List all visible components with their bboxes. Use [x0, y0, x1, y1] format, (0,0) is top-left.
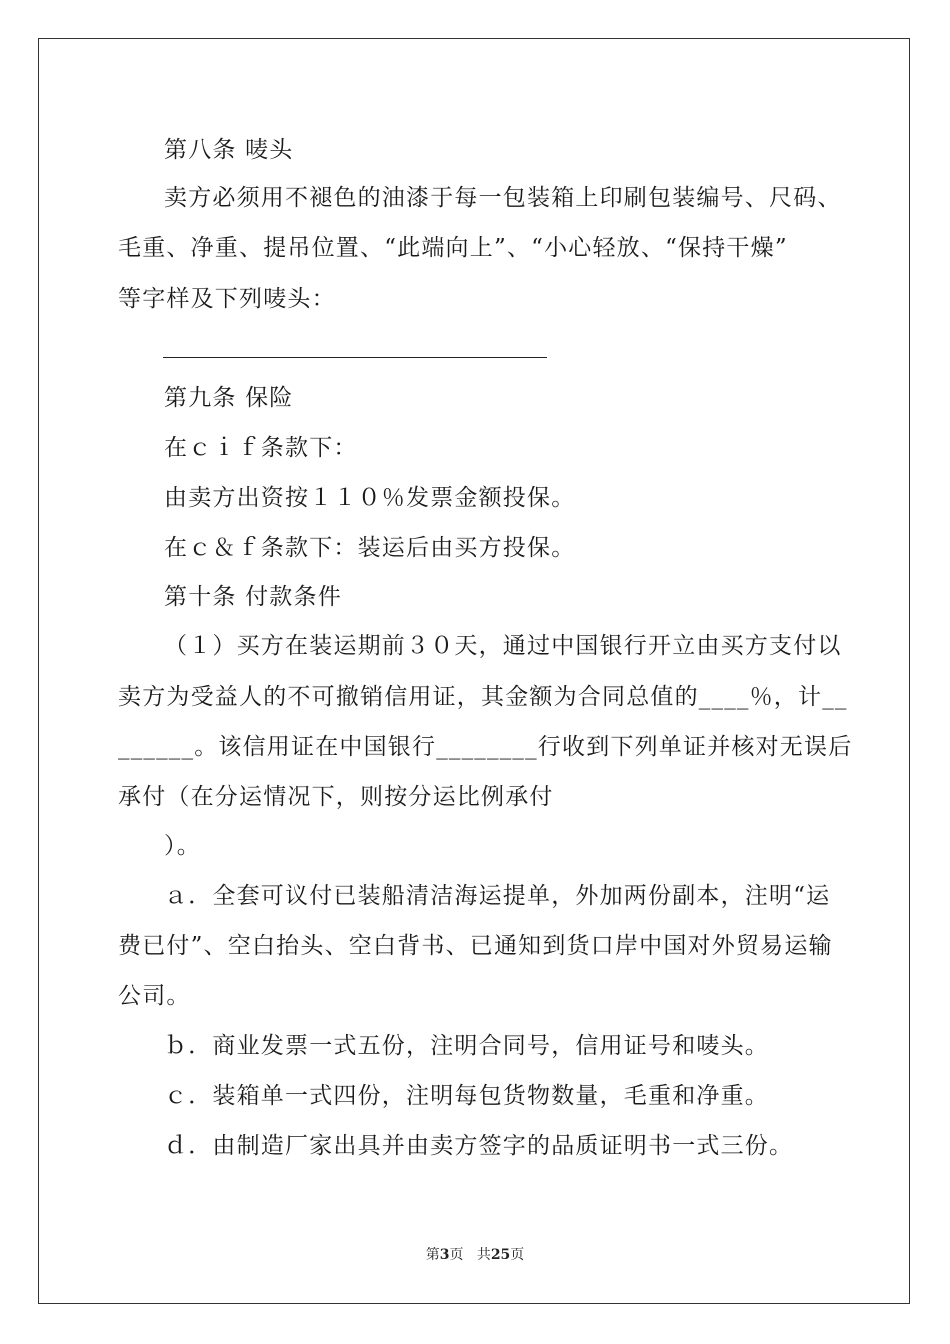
- article-9-heading: 第九条 保险: [164, 385, 294, 411]
- list-item-a-cont: 公司。: [118, 983, 191, 1009]
- paragraph-line: 卖方必须用不褪色的油漆于每一包装箱上印刷包装编号、尺码、: [164, 185, 842, 211]
- page-prefix: 第: [425, 1247, 440, 1263]
- article-10-heading: 第十条 付款条件: [164, 584, 342, 610]
- paragraph-line: 卖方为受益人的不可撤销信用证，其金额为合同总值的____％，计__: [118, 684, 848, 710]
- list-item-c: ｃ．装箱单一式四份，注明每包货物数量，毛重和净重。: [164, 1083, 769, 1109]
- list-item-a-cont: 费已付”、空白抬头、空白背书、已通知到货口岸中国对外贸易运输: [118, 933, 833, 959]
- article-8-heading: 第八条 唛头: [164, 137, 294, 163]
- page-suffix: 页: [449, 1247, 464, 1263]
- list-item-b: ｂ．商业发票一式五份，注明合同号，信用证号和唛头。: [164, 1033, 769, 1059]
- paragraph-line: 毛重、净重、提吊位置、“此端向上”、“小心轻放、“保持干燥”: [118, 235, 788, 261]
- list-item-d: ｄ．由制造厂家出具并由卖方签字的品质证明书一式三份。: [164, 1133, 794, 1159]
- total-pages: 25: [490, 1247, 511, 1263]
- paragraph-line: 在ｃ＆ｆ条款下：装运后由买方投保。: [164, 535, 576, 561]
- paragraph-line: 在ｃｉｆ条款下：: [164, 435, 358, 461]
- list-item-a: ａ．全套可议付已装船清洁海运提单，外加两份副本，注明“运: [164, 883, 831, 909]
- page-footer: [0, 1246, 950, 1264]
- marking-blank-line: [163, 357, 547, 358]
- page-border: [38, 38, 910, 1304]
- total-suffix: 页: [510, 1247, 525, 1263]
- paragraph-line: 由卖方出资按１１０％发票金额投保。: [164, 485, 576, 511]
- paragraph-line: ）。: [164, 833, 201, 859]
- total-prefix: 共: [476, 1247, 491, 1263]
- paragraph-line: （１）买方在装运期前３０天，通过中国银行开立由买方支付以: [164, 633, 842, 659]
- paragraph-line: 等字样及下列唛头：: [118, 286, 336, 312]
- page-number: 3: [439, 1247, 450, 1263]
- paragraph-line: 承付（在分运情况下，则按分运比例承付: [118, 784, 554, 810]
- paragraph-line: ______。该信用证在中国银行________行收到下列单证并核对无误后: [118, 734, 853, 760]
